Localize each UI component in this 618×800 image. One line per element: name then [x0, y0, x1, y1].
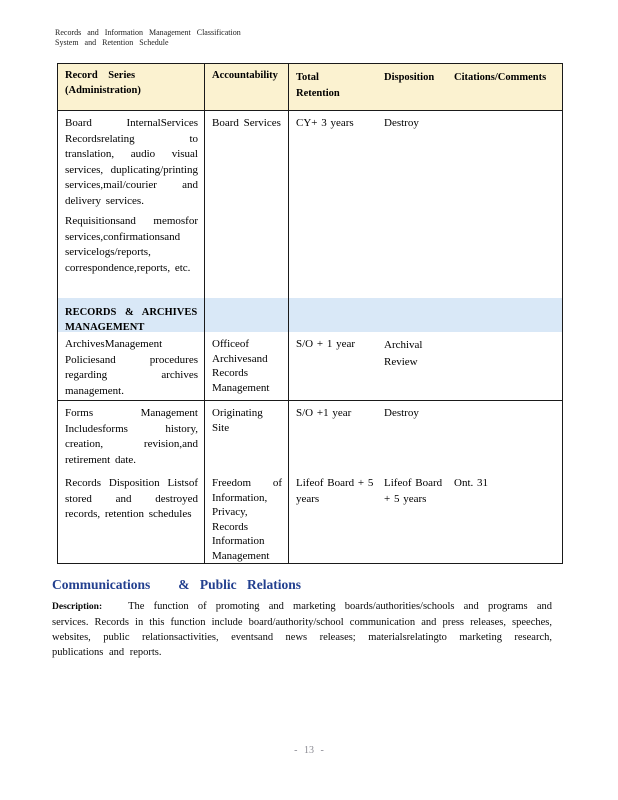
cell-disposition: Destroy [384, 407, 419, 419]
running-header-line2: System and Retention Schedule [55, 38, 169, 47]
header-total-retention: Total Retention [296, 72, 340, 99]
header-record-series-sub: (Administration) [65, 85, 141, 96]
cell-retention: S/O + 1 year [296, 338, 355, 350]
cell-retention-group [289, 471, 562, 563]
running-header-line1: Records and Information Management Classification [55, 28, 241, 37]
cell-accountability: Board Services [205, 111, 289, 298]
section-heading-main: Communications [52, 577, 151, 592]
cell-disposition: Archival Review [384, 339, 423, 368]
table-row [58, 471, 562, 563]
table-header-row [58, 64, 562, 111]
header-record-series [58, 64, 205, 111]
cell-citations: Ont. 31 [454, 477, 488, 489]
description-text: The function of promoting and marketing boards/authorities/schools and programs and services. Records in this function include board/authority/school communication and press releases, speeches, websites, public relationsactivities, eventsand news releases; materialsrelatingto marketing research, publications and reports. [52, 601, 552, 658]
section-heading [52, 577, 301, 593]
cell-accountability: Originating Site [205, 401, 289, 471]
header-citations: Citations/Comments [454, 72, 547, 83]
cell-citations [454, 406, 556, 422]
header-record-series-label: Record Series [65, 70, 136, 81]
section-heading-rest: & Public Relations [178, 577, 302, 592]
table-row [58, 401, 562, 471]
cell-disposition: Destroy [384, 117, 419, 129]
running-header [55, 28, 250, 48]
cell-citations [454, 116, 556, 132]
section-banner-label: RECORDS & ARCHIVES MANAGEMENT [58, 298, 205, 332]
section-banner-spacer [289, 298, 562, 332]
cell-retention-group [289, 401, 562, 471]
table-row [58, 111, 562, 298]
page-number: - 13 - [294, 745, 324, 756]
cell-retention-group [289, 111, 562, 298]
cell-retention-group [289, 332, 562, 401]
cell-accountability: Officeof Archivesand Records Management [205, 332, 289, 401]
cell-accountability: Freedom of Information, Privacy, Records Information Management [205, 471, 289, 563]
cell-series: ArchivesManagement Policiesand procedures regarding archives management. [58, 332, 205, 401]
header-disposition: Disposition [384, 72, 435, 83]
header-merged-cell [289, 64, 562, 111]
description-label: Description: [52, 602, 103, 612]
cell-retention: CY+ 3 years [296, 117, 354, 129]
cell-retention: Lifeof Board + 5 years [296, 477, 374, 505]
cell-retention: S/O +1 year [296, 407, 352, 419]
section-description [52, 599, 552, 660]
cell-series: Forms Management Includesforms history, creation, revision,and retirement date. [58, 401, 205, 471]
retention-schedule-table [57, 63, 563, 564]
table-row [58, 332, 562, 401]
header-accountability: Accountability [205, 64, 289, 111]
cell-disposition: Lifeof Board + 5 years [384, 477, 443, 505]
section-banner-spacer [205, 298, 289, 332]
section-banner-row [58, 298, 562, 332]
cell-citations [454, 337, 556, 371]
cell-series: Records Disposition Listsof stored and destroyed records, retention schedules [58, 471, 205, 563]
cell-series: Board InternalServices Recordsrelating to translation, audio visual services, duplicating/printing services,mail/courier and delivery services. Requisitionsand memosfor services,confirmationsand servicelogs/reports, correspondence,reports, etc. [58, 111, 205, 298]
